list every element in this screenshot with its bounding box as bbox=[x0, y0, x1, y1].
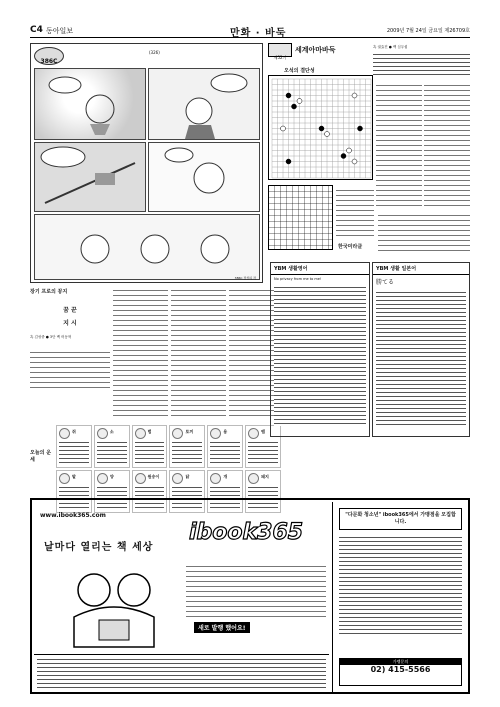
zodiac-rabbit-icon bbox=[172, 428, 183, 439]
zodiac-label: 돼지 bbox=[261, 474, 269, 479]
go-board-art bbox=[269, 76, 373, 180]
zodiac-horse-icon bbox=[59, 473, 70, 484]
comic-episode: (326) bbox=[149, 50, 160, 55]
ibook-advertisement bbox=[30, 498, 470, 694]
zodiac-text bbox=[210, 441, 240, 465]
comic-panel-3 bbox=[34, 142, 146, 212]
baduk-commentary-3 bbox=[336, 188, 374, 238]
section-title: 만화 · 바둑 bbox=[230, 28, 287, 39]
ybm-english-subtitle: No privacy from me to me! bbox=[274, 277, 322, 281]
ad-brand-big bbox=[189, 520, 303, 545]
janggi-body-text bbox=[30, 350, 110, 390]
janggi-head: 꿈 꾼 bbox=[63, 307, 77, 314]
ybm-japanese-title: YBM 생활 일본어 bbox=[373, 263, 469, 275]
zodiac-label: 범 bbox=[147, 429, 152, 434]
go-stone bbox=[358, 126, 363, 131]
zodiac-ox-icon bbox=[97, 428, 108, 439]
zodiac-card bbox=[94, 425, 130, 468]
baduk-badge bbox=[268, 43, 292, 60]
baduk-brand: 한국미라클 bbox=[338, 244, 363, 250]
baduk-game-info: 흑 권효진 ● 백 심우섭 bbox=[373, 45, 408, 49]
baduk-badge-text: 제52기 bbox=[273, 55, 287, 60]
ad-logo-small bbox=[40, 512, 106, 519]
page-header bbox=[30, 24, 470, 38]
ybm-english-box bbox=[270, 262, 370, 437]
zodiac-dog-icon bbox=[210, 473, 221, 484]
comic-badge bbox=[34, 47, 64, 65]
zodiac-rooster-icon bbox=[172, 473, 183, 484]
baduk-commentary-1 bbox=[376, 83, 422, 208]
issue-date: 2009년 7월 24일 금요일 제26709호 bbox=[386, 28, 470, 34]
ybm-english-title: YBM 생활영어 bbox=[271, 263, 369, 275]
zodiac-label: 뱀 bbox=[261, 429, 266, 434]
zodiac-label: 닭 bbox=[185, 474, 190, 479]
zodiac-text bbox=[248, 441, 278, 465]
comic-panel-4 bbox=[148, 142, 260, 212]
go-stone bbox=[281, 126, 286, 131]
comic-strip bbox=[30, 43, 263, 283]
zodiac-text bbox=[59, 441, 89, 465]
zodiac-label: 토끼 bbox=[185, 429, 194, 434]
ad-recruit-panel bbox=[332, 502, 468, 692]
comic-panel-5-art bbox=[35, 215, 261, 281]
baduk-intro-text bbox=[373, 53, 470, 77]
go-stone bbox=[347, 148, 352, 153]
ad-contact-box bbox=[339, 658, 462, 686]
zodiac-label: 개 bbox=[223, 474, 228, 479]
ad-brand-text: ibook365 bbox=[189, 520, 304, 545]
zodiac-card bbox=[56, 425, 92, 468]
ad-illustration bbox=[54, 562, 174, 650]
zodiac-tiger-icon bbox=[135, 428, 146, 439]
newspaper-name: 동아일보 bbox=[46, 27, 74, 35]
article-column-2 bbox=[171, 288, 226, 418]
ad-product-strip bbox=[34, 654, 329, 692]
comic-credit: 386C 전상하 작 bbox=[234, 276, 256, 280]
comic-panel-5 bbox=[34, 214, 260, 280]
ad-slogan: 날마다 열리는 책 세상 bbox=[44, 542, 154, 553]
baduk-commentary-4 bbox=[378, 213, 470, 253]
comic-panel-3-art bbox=[35, 143, 147, 213]
ad-recruit-banner: "다문화 청소년" ibook365에서 가맹점을 모집합니다. bbox=[339, 508, 462, 530]
baduk-section bbox=[268, 43, 470, 258]
ad-contact-label: 가맹문의 bbox=[340, 659, 461, 665]
ybm-japanese-box bbox=[372, 262, 470, 437]
zodiac-rat-icon bbox=[59, 428, 70, 439]
zodiac-label: 쥐 bbox=[72, 429, 76, 434]
zodiac-label: 소 bbox=[109, 429, 114, 434]
baduk-diagram-small bbox=[268, 185, 333, 250]
baduk-commentary-2 bbox=[424, 83, 470, 208]
baduk-title: 세계아마바둑 bbox=[295, 46, 336, 54]
ybm-japanese-subtitle: 勝てる bbox=[376, 279, 395, 286]
ad-url: www.ibook365.com bbox=[40, 512, 106, 519]
ad-body-text bbox=[186, 564, 326, 620]
zodiac-label: 양 bbox=[109, 474, 114, 479]
zodiac-monkey-icon bbox=[135, 473, 146, 484]
zodiac-text bbox=[135, 441, 165, 465]
go-stone bbox=[352, 159, 357, 164]
ybm-japanese-body bbox=[376, 291, 466, 427]
zodiac-card bbox=[169, 425, 205, 468]
baduk-subtitle: 오석의 결단성 bbox=[284, 68, 315, 74]
comic-badge-text: 386C bbox=[40, 58, 58, 65]
comic-panel-2-art bbox=[149, 69, 261, 141]
go-board bbox=[268, 75, 373, 180]
zodiac-text bbox=[97, 441, 127, 465]
zodiac-label: 원숭이 bbox=[147, 474, 160, 479]
zodiac-label: 말 bbox=[72, 474, 76, 479]
zodiac-dragon-icon bbox=[210, 428, 221, 439]
janggi-sub2: 지 시 bbox=[63, 320, 77, 327]
go-stone bbox=[319, 126, 324, 131]
janggi-subtitle: 장기 프로의 꽁지 bbox=[30, 289, 68, 295]
zodiac-pig-icon bbox=[248, 473, 259, 484]
zodiac-card bbox=[132, 425, 168, 468]
zodiac-snake-icon bbox=[248, 428, 259, 439]
go-stone bbox=[286, 159, 291, 164]
zodiac-title: 오늘의 운세 bbox=[30, 450, 52, 463]
go-stone bbox=[286, 93, 291, 98]
article-column-1 bbox=[113, 288, 168, 418]
go-stone bbox=[297, 99, 302, 104]
zodiac-label: 용 bbox=[223, 429, 228, 434]
janggi-names: 흑 김성중 ● 3단 백 어동혁 bbox=[30, 335, 72, 339]
ad-left-area bbox=[34, 502, 329, 652]
zodiac-sheep-icon bbox=[97, 473, 108, 484]
ad-promo-label: 새로 발행 했어요! bbox=[194, 622, 250, 633]
ybm-english-body bbox=[274, 286, 366, 426]
zodiac-card bbox=[207, 425, 243, 468]
ad-product-list bbox=[37, 658, 326, 688]
comic-panel-4-art bbox=[149, 143, 261, 213]
comic-panel-1 bbox=[34, 68, 146, 140]
page-number: C4 bbox=[30, 25, 43, 35]
ad-recruit-body bbox=[339, 536, 462, 636]
go-stone bbox=[352, 93, 357, 98]
comic-panel-2 bbox=[148, 68, 260, 140]
go-stone bbox=[292, 104, 297, 109]
go-stone bbox=[325, 132, 330, 137]
comic-panel-1-art bbox=[35, 69, 147, 141]
zodiac-text bbox=[172, 441, 202, 465]
go-stone bbox=[341, 154, 346, 159]
ad-contact-phone: 02) 415-5566 bbox=[370, 665, 431, 674]
